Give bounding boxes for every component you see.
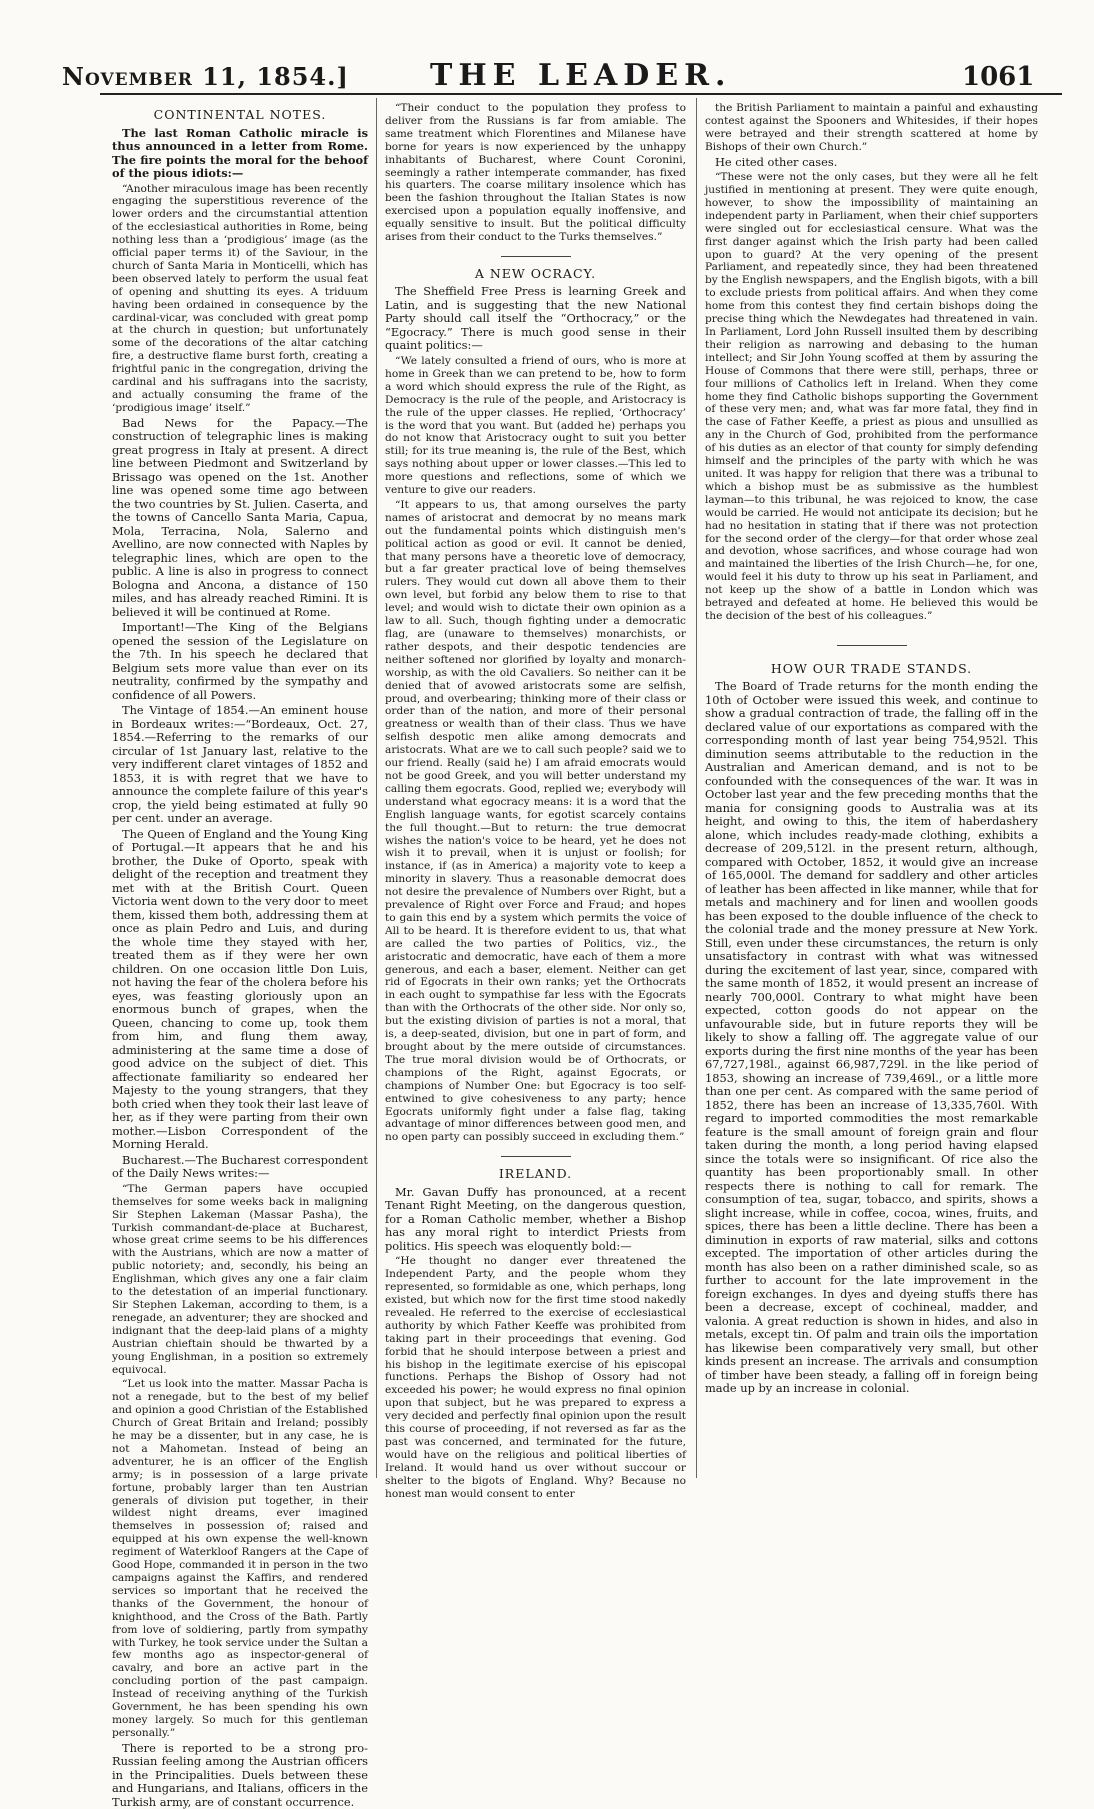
column-divider [376, 98, 377, 1478]
article-quote: “Another miraculous image has been recently engaging the superstitious reverence of the lower orders and the circumstantial attention of the ecclesiastical authorities in Rome, being nothing less than a ‘prodigious’ image (as the official paper terms it) of the Saviour, in the church of Santa Maria in Monticelli, which has been observed lately to perform the usual feat of opening and shutting its eyes. A triduum having been ordained in consequence by the cardinal-vicar, was concluded with great pomp at the church in question; but unfortunately some of the decorations of the altar catching fire, a destructive flame burst forth, creating a frightful panic in the congregation, driving the cardinal and his suffragans into the sacristy, and actually consuming the frame of the ‘prodigious image’ itself.” [112, 182, 368, 414]
column-divider [696, 98, 697, 1478]
article-quote: the British Parliament to maintain a painful and exhausting contest against the Spooners and Whitesides, if their hopes were betrayed and their strength scattered at home by Bishops of their own Church.” [705, 102, 1038, 153]
page-number: 1061 [962, 62, 1035, 92]
column-1 [112, 102, 369, 1809]
column-2 [385, 102, 686, 1500]
issue-date: November 11, 1854.] [62, 62, 349, 91]
article-paragraph: The Board of Trade returns for the month ending the 10th of October were issued this week, and continue to show a gradual contraction of trade, the falling off in the declared value of our exportations as compared with the corresponding month of last year being 754,952l. This diminution seems attributable to the reduction in the Australian and American demand, and is not to be confounded with the consequences of the war. It was in October last year and the few preceding months that the mania for consigning goods to Australia was at its height, and owing to this, the item of haberdashery alone, which includes ready-made clothing, exhibits a decrease of 209,512l. in the present return, although, compared with October, 1852, it would give an increase of 165,000l. The demand for saddlery and other articles of leather has been affected in like manner, while that for metals and machinery and for linen and woollen goods has been exposed to the double influence of the check to the colonial trade and the money pressure at New York. Still, even under these circumstances, the return is only unsatisfactory in contrast with what was witnessed during the excitement of last year, since, compared with the same month of 1852, it would present an increase of nearly 700,000l. Contrary to what might have been expected, cotton goods do not appear on the unfavourable side, but in future reports they will be likely to show a falling off. The aggregate value of our exports during the first nine months of the year has been 67,727,198l., against 66,987,729l. in the like period of 1853, showing an increase of 739,469l., or a little more than one per cent. As compared with the same period of 1852, there has been an increase of 13,335,760l. With regard to imported commodities the most remarkable feature is the small amount of foreign grain and flour taken during the month, a long period having elapsed since the totals were so insignificant. Of rice also the quantity has been proportionably small. In other respects there is nothing to call for remark. The consumption of tea, sugar, tobacco, and spirits, shows a slight increase, while in coffee, cocoa, wines, fruits, and spices, there has been a little decline. There has been a diminution in exports of raw material, silks and cottons excepted. The importation of other articles during the month has also been on a rather diminished scale, so as further to account for the late improvement in the foreign exchanges. In dyes and dyeing stuffs there has been a decrease, except of cochineal, madder, and valonia. A great reduction is shown in hides, and also in metals, except tin. Of palm and train oils the importation has likewise been comparatively very small, but other kinds present an increase. The arrivals and consumption of timber have been steady, a falling off in foreign being made up by an increase in colonial. [705, 679, 1038, 1396]
header-rule [100, 93, 1062, 95]
article-paragraph: The last Roman Catholic miracle is thus announced in a letter from Rome. The fire points the moral for the behoof of the pious idiots:— [112, 125, 368, 180]
section-heading-ocracy: A NEW OCRACY. [474, 265, 597, 281]
article-paragraph: There is reported to be a strong pro-Russian feeling among the Austrian officers in the Principalities. Duels between these and Hungarians, and Italians, officers in the Turkish army, are of constant occurrence. [112, 1740, 368, 1809]
article-paragraph: The Sheffield Free Press is learning Greek and Latin, and is suggesting that the new National Party should call itself the “Orthocracy,” or the “Egocracy.” There is much good sense in their quaint politics:— [385, 284, 686, 353]
article-paragraph: Mr. Gavan Duffy has pronounced, at a recent Tenant Right Meeting, on the dangerous question, for a Roman Catholic member, whether a Bishop has any moral right to interdict Priests from politics. His speech was eloquently bold:— [385, 1184, 686, 1253]
newspaper-title: THE LEADER. [430, 58, 732, 93]
article-quote: “We lately consulted a friend of ours, who is more at home in Greek than we can pretend to be, how to form a word which should express the rule of the Right, as Democracy is the rule of the people, and Aristocracy is the rule of the upper classes. He replied, ‘Orthocracy’ is the word that you want. But (added he) perhaps you do not know that Aristocracy ought to suit you better still; for its true meaning is, the rule of the Best, which says nothing about upper or lower classes.—This led to more questions and reflections, some of which we venture to give our readers. [385, 354, 686, 497]
article-quote: “Let us look into the matter. Massar Pacha is not a renegade, but to the best of my belief and opinion a good Christian of the Established Church of Great Britain and Ireland; possibly he may be a dissenter, but in any case, he is not a Mahometan. Instead of being an adventurer, he is an officer of the English army; is in possession of a large private fortune, probably larger than ten Austrian generals of division put together, in their wildest night dreams, ever imagined themselves in possession of; raised and equipped at his own expense the well-known regiment of Waterkloof Rangers at the Cape of Good Hope, commanded it in person in the two campaigns against the Kaffirs, and rendered services so important that he received the thanks of the Government, the honour of knighthood, and the Cross of the Bath. Partly from love of soldiering, partly from sympathy with Turkey, he took service under the Sultan a few months ago as inspector-general of cavalry, and bore an active part in the concluding portion of the past campaign. Instead of receiving anything of the Turkish Government, he has been spending his own money largely. So much for this gentleman personally.” [112, 1378, 368, 1739]
section-separator [837, 645, 907, 646]
masthead [0, 56, 1094, 102]
article-quote: “He thought no danger ever threatened the Independent Party, and the people whom they represented, so formidable as one, which perhaps, long existed, but which now for the first time stood nakedly revealed. He referred to the exercise of ecclesiastical authority by which Father Keeffe was prohibited from taking part in their proceedings that evening. God forbid that he should interpose between a priest and his bishop in the legitimate exercise of his episcopal functions. Perhaps the Bishop of Ossory had not exceeded his power; he would express no final opinion upon that subject, but he was prepared to express a very decided and perfectly final opinion upon the result this course of proceeding, if not reversed as far as the past was concerned, and terminated for the future, would have on the religious and political liberties of Ireland. It would hand us over without succour or shelter to the bigots of England. Why? Because no honest man would consent to enter [385, 1255, 686, 1500]
article-quote: “Their conduct to the population they profess to deliver from the Russians is far from amiable. The same treatment which Florentines and Milanese have borne for years is now experienced by the unhappy inhabitants of Bucharest, where Count Coronini, seemingly a rather intemperate commander, has fixed his quarters. The coarse military insolence which has been the fashion throughout the Italian States is now exercised upon a population equally inoffensive, and equally sensitive to insult. But the political difficulty arises from their conduct to the Turks themselves.” [385, 102, 686, 244]
section-heading-continental: CONTINENTAL NOTES. [153, 107, 327, 122]
section-separator [501, 256, 571, 257]
section-heading-ireland: IRELAND. [498, 1166, 573, 1182]
article-quote: “These were not the only cases, but they were all he felt justified in mentioning at present. They were quite enough, however, to show the impossibility of maintaining an independent party in Parliament, when their chief supporters were singled out for ecclesiastical censure. What was the first danger against which the Irish party had been called upon to guard? At the very opening of the present Parliament, and repeatedly since, they had been threatened by the English newspapers, and the English bigots, with a bill to exclude priests from political affairs. And when they come home from this contest they find certain bishops doing the precise thing which the Newdegates had threatened in vain. In Parliament, Lord John Russell insulted them by describing their religion as narrowing and debasing to the human intellect; and Sir John Young scoffed at them by assuring the House of Commons that there were still, perhaps, three or four millions of Catholics left in Ireland. When they come home they find Catholic bishops supporting the Government of these very men; and, what was far more fatal, they find in the case of Father Keeffe, a priest as pious and unsullied as any in the Church of God, prohibited from the performance of his duties as an elector of that county for simply defending himself and the principles of the party with which he was united. It was happy for religion that there was a tribunal to which a bishop must be as submissive as the humblest layman—to this tribunal, he was rejoiced to know, the case would be carried. He would not anticipate its decision; but he had no hesitation in stating that if there was not protection for the second order of the clergy—for that order whose zeal and devotion, whose sacrifices, and whose courage had won and maintained the liberties of the Irish Church—he, for one, would feel it his duty to throw up his seat in Parliament, and not keep up the show of a battle in London which was betrayed and defeated at home. He believed this would be the decision of the best of his colleagues.” [705, 171, 1038, 622]
article-quote: “The German papers have occupied themselves for some weeks back in maligning Sir Stephen Lakeman (Massar Pasha), the Turkish commandant-de-place at Bucharest, whose great crime seems to be his differences with the Austrians, which are now a matter of public notoriety; and, secondly, his being an Englishman, which gives any one a fair claim to the detestation of an imperial functionary. Sir Stephen Lakeman, according to them, is a renegade, an adventurer; they are shocked and indignant that the deep-laid plans of a mighty Austrian chieftain should be thwarted by a young Englishman, in a position so extremely equivocal. [112, 1182, 368, 1376]
column-3 [705, 102, 1038, 1474]
article-paragraph: Bucharest.—The Bucharest correspondent of the Daily News writes:— [112, 1152, 368, 1181]
section-heading-trade: HOW OUR TRADE STANDS. [770, 660, 973, 676]
article-paragraph: The Queen of England and the Young King of Portugal.—It appears that he and his brother, the Duke of Oporto, speak with delight of the reception and treatment they met with at the British Court. Queen Victoria went down to the very door to meet them, kissed them both, addressing them at once as plain Pedro and Luis, and during the whole time they stayed with her, treated them as if they were her own children. On one occasion little Don Luis, not having the fear of the cholera before his eyes, was feasting gloriously upon an enormous bunch of grapes, when the Queen, chancing to come up, took them from him, and flung them away, administering at the same time a dose of good advice on the subject of diet. This affectionate familiarity so endeared her Majesty to the young strangers, that they both cried when they took their last leave of her, as if they were parting from their own mother.—Lisbon Correspondent of the Morning Herald. [112, 826, 369, 1152]
article-paragraph: He cited other cases. [715, 154, 838, 169]
article-paragraph: Bad News for the Papacy.—The construction of telegraphic lines is making great progress in Italy at present. A direct line between Piedmont and Switzerland by Brissago was opened on the 1st. Another line was opened some time ago between the two countries by St. Julien. Caserta, and the towns of Cancello Santa Maria, Capua, Mola, Terracina, Nola, Salerno and Avellino, are now connected with Naples by telegraphic lines, which are open to the public. A line is also in progress to connect Bologna and Ancona, a distance of 150 miles, and has already reached Rimini. It is believed it will be continued at Rome. [112, 415, 368, 619]
article-paragraph: Important!—The King of the Belgians opened the session of the Legislature on the 7th. In his speech he declared that Belgium sets more value than ever on its neutrality, confirmed by the sympathy and confidence of all Powers. [112, 620, 368, 702]
article-paragraph: The Vintage of 1854.—An eminent house in Bordeaux writes:—“Bordeaux, Oct. 27, 1854.—Referring to the remarks of our circular of 1st January last, relative to the very indifferent claret vintages of 1852 and 1853, it is with regret that we have to announce the complete failure of this year's crop, the yield being estimated at fully 90 per cent. under an average. [112, 703, 368, 826]
section-separator [501, 1156, 571, 1157]
article-quote: “It appears to us, that among ourselves the party names of aristocrat and democrat by no means mark out the fundamental points which distinguish men's political action as good or evil. It cannot be denied, that many persons have a theoretic love of democracy, but a far greater practical love of being themselves rulers. They would cut down all above them to their own level, but forbid any below them to rise to that level; and would wish to dictate their own opinion as a law to all. Such, though fighting under a democratic flag, are (unaware to themselves) monarchists, or rather despots, and their despotic tendencies are neither softened nor glorified by loyalty and monarch-worship, as with the old Cavaliers. So neither can it be denied that of avowed aristocrats some are selfish, proud, and overbearing; thinking more of their class or order than of the nation, and more of their personal greatness or wealth than of their class. Thus we have selfish despotic men alike among democrats and aristocrats. What are we to call such people? said we to our friend. Really (said he) I am afraid emocrats would not be good Greek, and you will better understand my calling them egocrats. Good, replied we; everybody will understand what egocracy means: it is a word that the English language wants, for egotist scarcely contains the full thought.—But to return: the true democrat wishes the nation's voice to be heard, yet he does not wish it to prevail, when it is unjust or foolish; for instance, if (as in America) a majority vote to keep a minority in slavery. Thus a reasonable democrat does not desire the prevalence of Numbers over Right, but a prevalence of Right over Force and Fraud; and hopes to gain this end by a system which permits the voice of All to be heard. It is therefore evident to us, that what are called the two parties of Politics, viz., the aristocratic and democratic, have each of them a more generous, and each a baser, element. Neither can get rid of Egocrats in their own ranks; yet the Orthocrats in each ought to sympathise far less with the Egocrats than with the Orthocrats of the other side. Nor only so, but the existing division of parties is not a moral, that is, a deep-seated, division, but one in part of form, and brought about by the mere outside of circumstances. The true moral division would be of Orthocrats, or champions of the Right, against Egocrats, or champions of Number One: but Egocracy is too self-entwined to give cohesiveness to any party; hence Egocrats uniformly fight under a false flag, taking advantage of minor differences between good men, and no open party can possibly succeed in excluding them.” [385, 498, 686, 1144]
